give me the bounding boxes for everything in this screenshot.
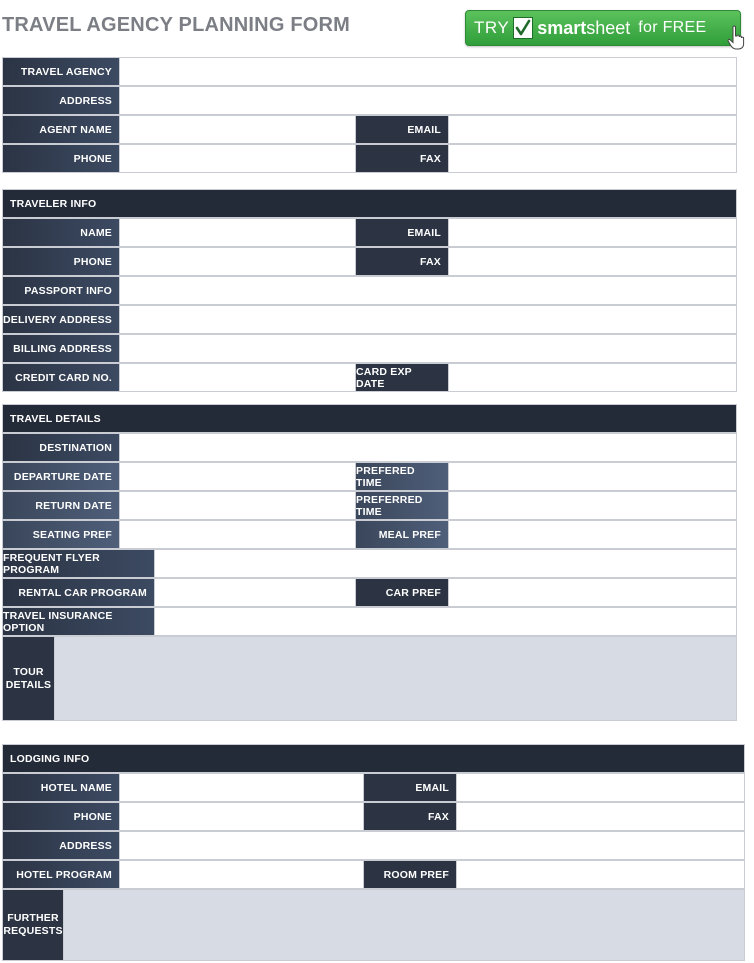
delivery-address-field[interactable] <box>119 305 737 334</box>
room-pref-label: ROOM PREF <box>363 860 457 889</box>
seating-pref-field[interactable] <box>119 520 356 549</box>
hotel-name-label: HOTEL NAME <box>2 773 120 802</box>
tour-details-line2: DETAILS <box>5 678 52 691</box>
tour-details-line1: TOUR <box>13 665 44 678</box>
agency-phone-label: PHONE <box>2 144 120 173</box>
hotel-program-field[interactable] <box>119 860 364 889</box>
further-requests-field[interactable] <box>63 889 745 961</box>
credit-card-field[interactable] <box>119 363 356 392</box>
promo-brand-light: sheet <box>586 17 631 38</box>
traveler-fax-label: FAX <box>355 247 449 276</box>
promo-try-text: TRY <box>474 18 510 37</box>
prefered-time-label: PREFERED TIME <box>355 462 449 491</box>
car-pref-label: CAR PREF <box>355 578 449 607</box>
agent-name-label: AGENT NAME <box>2 115 120 144</box>
passport-info-field[interactable] <box>119 276 737 305</box>
frequent-flyer-label: FREQUENT FLYER PROGRAM <box>2 549 155 578</box>
car-pref-field[interactable] <box>448 578 737 607</box>
delivery-address-label: DELIVERY ADDRESS <box>2 305 120 334</box>
agency-phone-field[interactable] <box>119 144 356 173</box>
further-requests-line2: REQUESTS <box>3 925 63 937</box>
travel-agency-field[interactable] <box>119 57 737 86</box>
rental-car-field[interactable] <box>154 578 356 607</box>
agency-address-field[interactable] <box>119 86 737 115</box>
traveler-email-field[interactable] <box>448 218 737 247</box>
agency-fax-field[interactable] <box>448 144 737 173</box>
traveler-name-label: NAME <box>2 218 120 247</box>
promo-brand <box>537 18 630 39</box>
travel-insurance-field[interactable] <box>154 607 737 636</box>
meal-pref-label: MEAL PREF <box>355 520 449 549</box>
departure-date-field[interactable] <box>119 462 356 491</box>
return-date-field[interactable] <box>119 491 356 520</box>
lodging-fax-field[interactable] <box>456 802 745 831</box>
lodging-email-label: EMAIL <box>363 773 457 802</box>
destination-label: DESTINATION <box>2 433 120 462</box>
room-pref-field[interactable] <box>456 860 745 889</box>
agency-email-label: EMAIL <box>355 115 449 144</box>
tour-details-field[interactable] <box>54 636 737 721</box>
lodging-info-header: LODGING INFO <box>2 744 745 773</box>
lodging-phone-field[interactable] <box>119 802 364 831</box>
travel-agency-label: TRAVEL AGENCY <box>2 57 120 86</box>
rental-car-label: RENTAL CAR PROGRAM <box>2 578 155 607</box>
travel-insurance-label: TRAVEL INSURANCE OPTION <box>2 607 155 636</box>
billing-address-field[interactable] <box>119 334 737 363</box>
frequent-flyer-field[interactable] <box>154 549 737 578</box>
promo-brand-bold: smart <box>537 17 587 38</box>
lodging-fax-label: FAX <box>363 802 457 831</box>
hotel-name-field[interactable] <box>119 773 364 802</box>
card-exp-field[interactable] <box>448 363 737 392</box>
card-exp-label: CARD EXP DATE <box>355 363 449 392</box>
return-date-label: RETURN DATE <box>2 491 120 520</box>
lodging-phone-label: PHONE <box>2 802 120 831</box>
meal-pref-field[interactable] <box>448 520 737 549</box>
passport-info-label: PASSPORT INFO <box>2 276 120 305</box>
traveler-phone-field[interactable] <box>119 247 356 276</box>
pointer-hand-icon <box>726 25 746 51</box>
preferred-time-label: PREFERRED TIME <box>355 491 449 520</box>
agency-email-field[interactable] <box>448 115 737 144</box>
credit-card-label: CREDIT CARD NO. <box>2 363 120 392</box>
lodging-address-label: ADDRESS <box>2 831 120 860</box>
prefered-time-field[interactable] <box>448 462 737 491</box>
seating-pref-label: SEATING PREF <box>2 520 120 549</box>
traveler-name-field[interactable] <box>119 218 356 247</box>
agency-address-label: ADDRESS <box>2 86 120 115</box>
billing-address-label: BILLING ADDRESS <box>2 334 120 363</box>
traveler-fax-field[interactable] <box>448 247 737 276</box>
destination-field[interactable] <box>119 433 737 462</box>
checkmark-icon <box>513 17 533 39</box>
travel-details-header: TRAVEL DETAILS <box>2 404 737 433</box>
further-requests-label <box>2 889 64 961</box>
traveler-info-header: TRAVELER INFO <box>2 189 737 218</box>
lodging-address-field[interactable] <box>119 831 745 860</box>
traveler-phone-label: PHONE <box>2 247 120 276</box>
agency-fax-label: FAX <box>355 144 449 173</box>
lodging-email-field[interactable] <box>456 773 745 802</box>
departure-date-label: DEPARTURE DATE <box>2 462 120 491</box>
agent-name-field[interactable] <box>119 115 356 144</box>
hotel-program-label: HOTEL PROGRAM <box>2 860 120 889</box>
preferred-time-field[interactable] <box>448 491 737 520</box>
further-requests-line1: FURTHER <box>7 912 59 924</box>
tour-details-label <box>2 636 55 721</box>
try-smartsheet-button[interactable] <box>465 10 741 46</box>
promo-free-text: for FREE <box>638 19 707 36</box>
traveler-email-label: EMAIL <box>355 218 449 247</box>
page-title: TRAVEL AGENCY PLANNING FORM <box>2 14 351 36</box>
